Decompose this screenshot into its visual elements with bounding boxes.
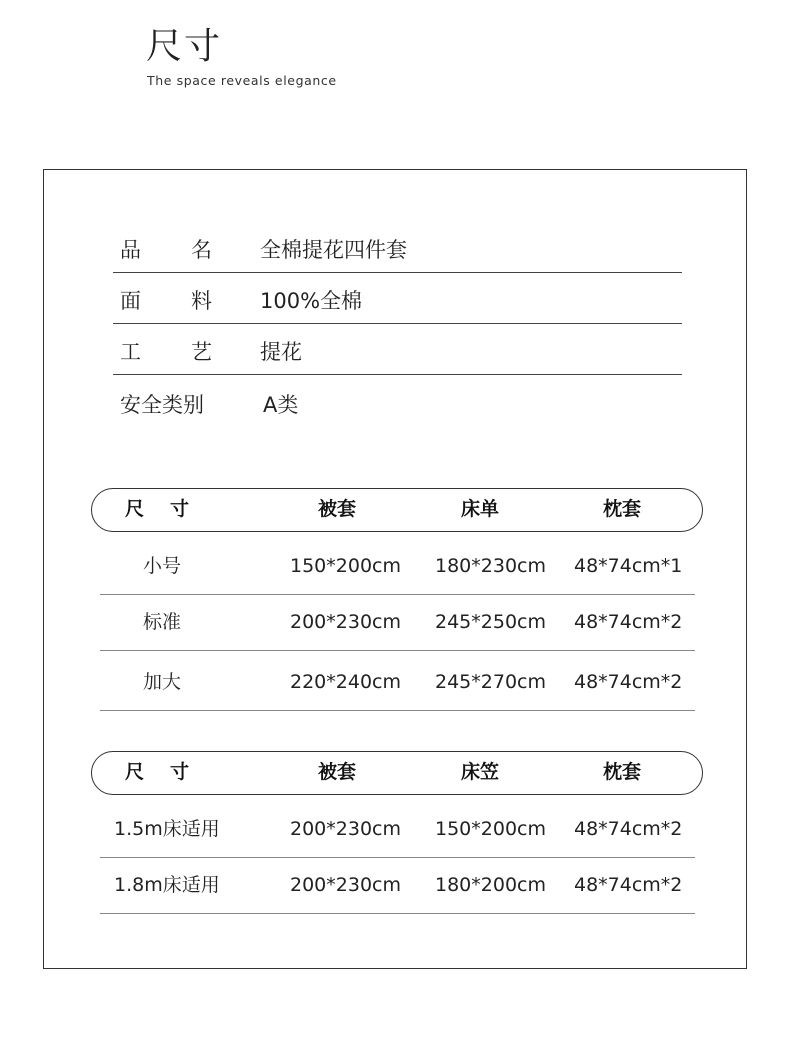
page-title: 尺寸: [146, 26, 223, 67]
header-cell-fitted-sheet: 床笠: [460, 761, 500, 783]
header-cell-duvet: 被套: [317, 761, 357, 783]
info-value: 100%全棉: [260, 289, 363, 313]
table-row: [100, 801, 695, 858]
cell-sheet: 180*230cm: [435, 555, 546, 577]
cell-pillowcase: 48*74cm*2: [574, 874, 683, 896]
cell-sheet: 245*250cm: [435, 611, 546, 633]
cell-sheet: 245*270cm: [435, 671, 546, 693]
cell-duvet: 220*240cm: [290, 671, 401, 693]
info-value: 全棉提花四件套: [260, 238, 407, 262]
info-value: A类: [263, 393, 299, 417]
info-value: 提花: [260, 340, 302, 364]
size-table-2-header: [91, 751, 703, 795]
cell-size-name: 小号: [143, 555, 182, 577]
header-cell-duvet: 被套: [317, 498, 357, 520]
cell-pillowcase: 48*74cm*2: [574, 671, 683, 693]
header-cell-size: 尺寸: [125, 498, 216, 520]
info-key: 工 艺: [120, 340, 212, 364]
table-row: [100, 857, 695, 914]
info-row-safety-category: [113, 376, 682, 427]
cell-duvet: 200*230cm: [290, 818, 401, 840]
info-key: 面 料: [120, 289, 212, 313]
table-row: [100, 650, 695, 711]
cell-size-name: 加大: [143, 671, 182, 693]
cell-duvet: 200*230cm: [290, 874, 401, 896]
size-table-1-header: [91, 488, 703, 532]
header-cell-sheet: 床单: [460, 498, 500, 520]
cell-duvet: 200*230cm: [290, 611, 401, 633]
info-key: 安全类别: [120, 393, 204, 417]
info-row-product-name: [113, 221, 682, 273]
info-row-craft: [113, 323, 682, 375]
cell-fitted-sheet: 180*200cm: [435, 874, 546, 896]
table-row: [100, 594, 695, 651]
info-key: 品 名: [120, 238, 212, 262]
cell-pillowcase: 48*74cm*1: [574, 555, 683, 577]
cell-duvet: 150*200cm: [290, 555, 401, 577]
table-row: [100, 538, 695, 595]
cell-pillowcase: 48*74cm*2: [574, 611, 683, 633]
cell-size-name: 标准: [143, 611, 182, 633]
header-cell-pillowcase: 枕套: [602, 761, 642, 783]
header-cell-pillowcase: 枕套: [602, 498, 642, 520]
info-row-material: [113, 272, 682, 324]
cell-pillowcase: 48*74cm*2: [574, 818, 683, 840]
cell-fitted-sheet: 150*200cm: [435, 818, 546, 840]
page-subtitle: The space reveals elegance: [147, 73, 337, 88]
header-cell-size: 尺寸: [125, 761, 216, 783]
cell-size-name: 1.8m床适用: [114, 874, 220, 896]
cell-size-name: 1.5m床适用: [114, 818, 220, 840]
